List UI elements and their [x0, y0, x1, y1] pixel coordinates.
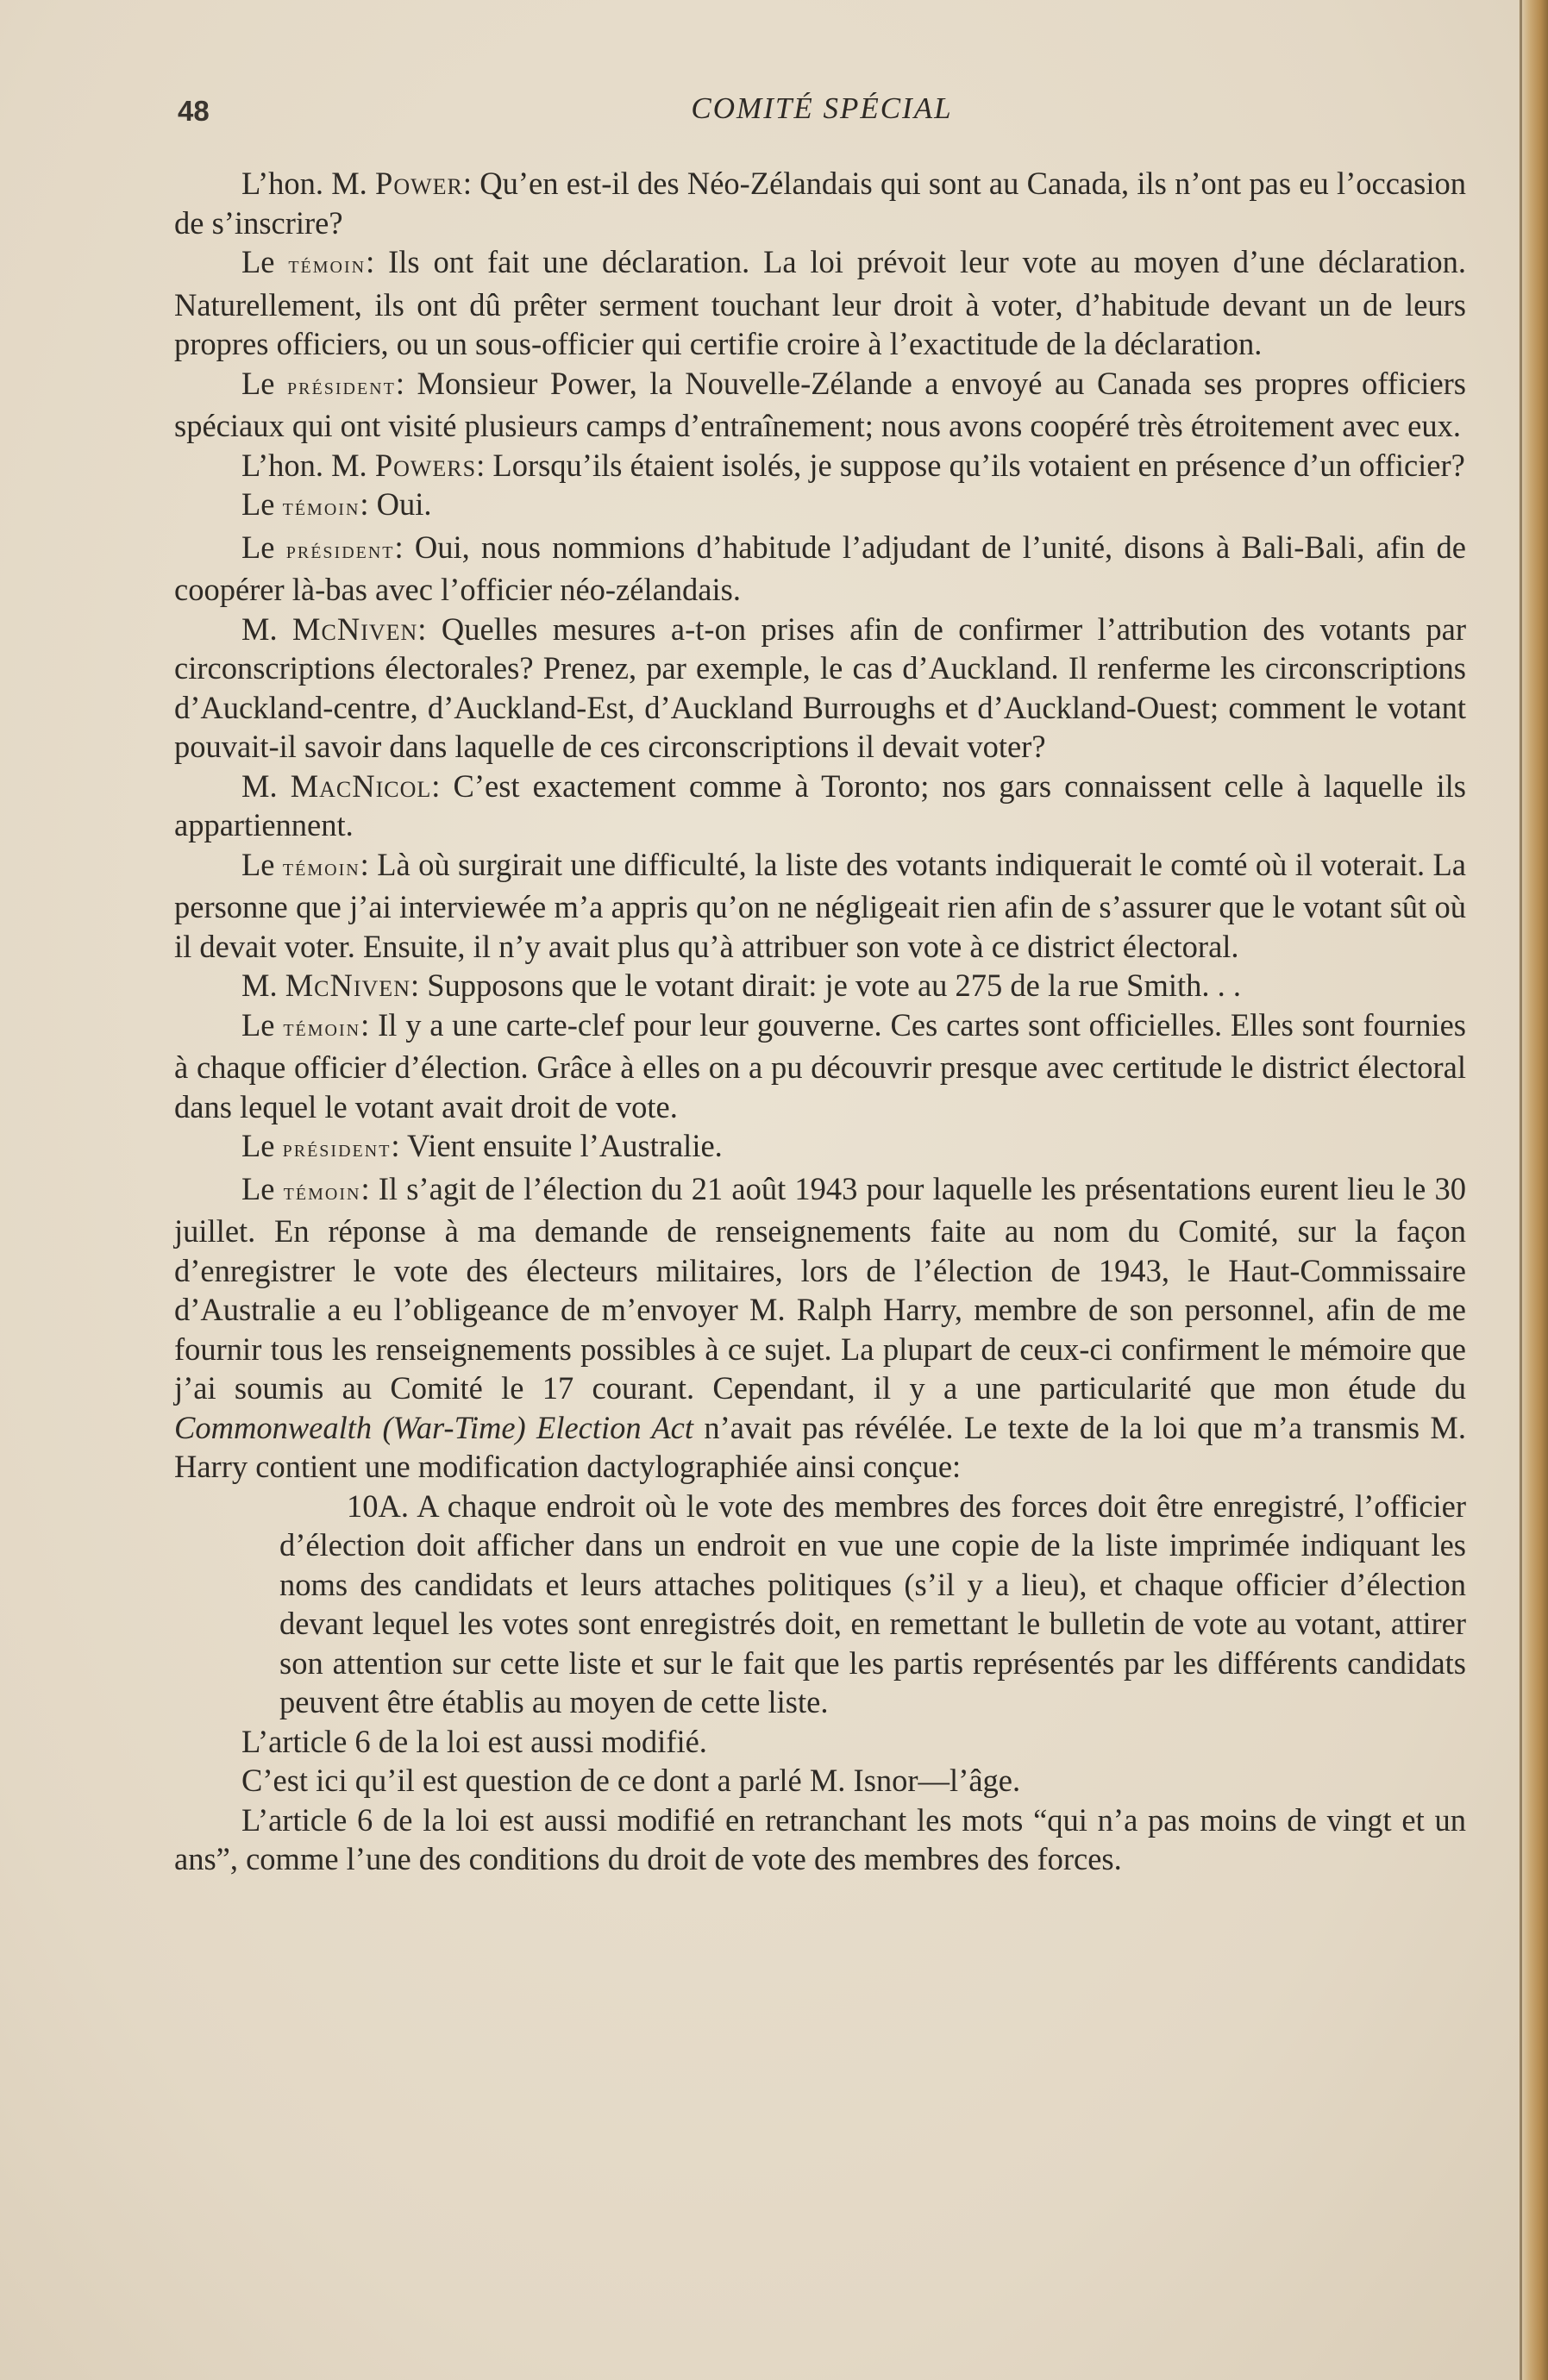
paragraph: [174, 1169, 1466, 1487]
paragraph-text: Il y a une carte-clef pour leur gouverne. Ces cartes sont officielles. Elles sont fournies à chaque officier d’élection. Grâce à elles on a pu découvrir presque avec certitude le district électoral dans lequel le votant avait droit de vote.: [174, 1006, 1466, 1124]
speaker-colon: :: [462, 166, 480, 201]
speaker-colon: :: [431, 767, 454, 804]
speaker-name: témoin: [288, 252, 367, 279]
speaker-name: président: [287, 373, 396, 400]
speaker-colon: :: [410, 968, 428, 1003]
page-edge-line: [1520, 0, 1522, 2380]
speaker-prefix: Le: [241, 244, 289, 279]
paragraph: [174, 1005, 1466, 1127]
speaker-prefix: M.: [241, 611, 293, 647]
speaker-colon: :: [417, 611, 442, 647]
speaker-prefix: Le: [241, 1170, 284, 1206]
speaker-prefix: Le: [241, 486, 283, 522]
paragraph: [174, 446, 1466, 485]
speaker-colon: :: [360, 486, 377, 522]
page-header: [178, 91, 1466, 133]
speaker-name: président: [285, 536, 395, 564]
speaker-colon: :: [476, 447, 493, 483]
speaker-name: témoin: [283, 1014, 361, 1042]
closing-paragraph: L’article 6 de la loi est aussi modifié en retranchant les mots “qui n’a pas moins de vingt et un ans”, comme l’une des conditions du droit de vote des membres des forces.: [174, 1801, 1466, 1876]
paragraph-text: Vient ensuite l’Australie.: [407, 1128, 723, 1163]
speaker-prefix: Le: [241, 365, 288, 401]
paragraph-text-after: n’avait pas révélée. Le texte de la loi que m’a transmis M. Harry contient une modification dactylographiée ainsi conçue:: [174, 1409, 1467, 1484]
closing-paragraph: C’est ici qu’il est question de ce dont a parlé M. Isnor—l’âge.: [241, 1763, 1021, 1798]
speaker-name: témoin: [282, 854, 360, 881]
speaker-name: Powers: [374, 447, 477, 483]
paragraph: [174, 1126, 1466, 1169]
speaker-name: McNiven: [292, 611, 418, 647]
paragraph-text: Ils ont fait une déclaration. La loi prévoit leur vote au moyen d’une déclaration. Naturellement, ils ont dû prêter serment touchant leur droit à voter, d’habitude devant un de leurs propres officiers, ou un sous-officier qui certifie croire à l’exactitude de la déclaration.: [174, 244, 1466, 361]
speaker-prefix: Le: [241, 1006, 284, 1043]
speaker-prefix: Le: [241, 529, 286, 565]
page-number: 48: [178, 95, 210, 127]
paragraph: [174, 485, 1466, 528]
paragraph-text: Lorsqu’ils étaient isolés, je suppose qu’ils votaient en présence d’un officier?: [492, 447, 1465, 483]
speaker-colon: :: [360, 846, 378, 882]
paragraph: [174, 966, 1466, 1005]
speaker-name: MacNicol: [290, 767, 432, 804]
speaker-prefix: L’hon. M.: [241, 166, 376, 201]
paragraph-text: Supposons que le votant dirait: je vote au 275 de la rue Smith. . .: [427, 968, 1242, 1003]
speaker-prefix: M.: [241, 968, 285, 1003]
speaker-name: Power: [375, 166, 463, 201]
paragraph-text: Il s’agit de l’élection du 21 août 1943 pour laquelle les présentations eurent lieu le 30 juillet. En réponse à ma demande de renseignements faite au nom du Comité, sur la façon d’enregistrer le vote des électeurs militaires, lors de l’élection de 1943, le Haut-Commissaire d’Australie a eu l’obligeance de m’envoyer M. Ralph Harry, membre de son personnel, afin de me fournir tous les renseignements possibles à ce sujet. La plupart de ceux-ci confirment le mémoire que j’ai soumis au Comité le 17 courant. Cependant, il y a une particularité que mon étude du: [174, 1170, 1466, 1406]
speaker-colon: :: [360, 1170, 379, 1206]
speaker-name: McNiven: [285, 968, 411, 1003]
paragraph-text: Là où surgirait une difficulté, la liste des votants indiquerait le comté où il voterait. La personne que j’ai interviewée m’a appris qu’on ne négligeait rien afin de s’assurer que le votant sût où il devait voter. Ensuite, il n’y avait plus qu’à attribuer son vote à ce district électoral.: [174, 846, 1466, 964]
paragraph-text: Oui, nous nommions d’habitude l’adjudant de l’unité, disons à Bali-Bali, afin de coopérer là-bas avec l’officier néo-zélandais.: [174, 529, 1466, 607]
paragraph-text: Quelles mesures a-t-on prises afin de confirmer l’attribution des votants par circonscriptions électorales? Prenez, par exemple, le cas d’Auckland. Il renferme les circonscriptions d’Auckland-centre, d’Auckland-Est, d’Auckland Burroughs et d’Auckland-Ouest; comment le votant pouvait-il savoir dans laquelle de ces circonscriptions il devait voter?: [174, 611, 1466, 764]
speaker-prefix: L’hon. M.: [241, 447, 375, 483]
speaker-prefix: M.: [241, 767, 291, 804]
quoted-amendment: 10A. A chaque endroit où le vote des membres des forces doit être enregistré, l’officier d’élection doit afficher dans un endroit en vue une copie de la liste imprimée indiquant les noms des candidats et leurs attaches politiques (s’il y a lieu), et chaque officier d’élection devant lequel les votes sont enregistrés doit, en remettant le bulletin de vote au votant, attirer son attention sur cette liste et sur le fait que les partis représentés par les différents candidats peuvent être établis au moyen de cette liste.: [279, 1488, 1466, 1719]
paragraph-text: Oui.: [376, 486, 432, 522]
speaker-prefix: Le: [241, 1128, 283, 1163]
speaker-colon: :: [360, 1006, 379, 1043]
paragraph-text: Qu’en est-il des Néo-Zélandais qui sont au Canada, ils n’ont pas eu l’occasion de s’inscrire?: [174, 166, 1466, 241]
speaker-colon: :: [394, 529, 415, 565]
paragraph: [174, 610, 1466, 767]
running-head: COMITÉ SPÉCIAL: [691, 91, 953, 125]
speaker-prefix: Le: [241, 846, 283, 882]
speaker-name: président: [282, 1136, 392, 1162]
paragraph-text: C’est exactement comme à Toronto; nos gars connaissent celle à laquelle ils appartiennent.: [174, 767, 1466, 842]
speaker-colon: :: [391, 1128, 408, 1163]
closing-paragraph: L’article 6 de la loi est aussi modifié.: [241, 1723, 707, 1759]
paragraph: [174, 845, 1466, 967]
paragraph: [174, 767, 1466, 845]
paragraph: [174, 528, 1466, 610]
act-title: Commonwealth (War-Time) Election Act: [174, 1409, 693, 1445]
body-text: [174, 164, 1466, 1879]
speaker-colon: :: [366, 244, 389, 279]
paragraph: [174, 364, 1466, 446]
speaker-name: témoin: [283, 1178, 361, 1206]
paragraph: [174, 164, 1466, 242]
paragraph: [174, 242, 1466, 364]
paragraph-text: Monsieur Power, la Nouvelle-Zélande a envoyé au Canada ses propres officiers spéciaux qui ont visité plusieurs camps d’entraînement; nous avons coopéré très étroitement avec eux.: [174, 365, 1466, 443]
speaker-name: témoin: [282, 494, 360, 521]
page-edge: [1519, 0, 1548, 2380]
speaker-colon: :: [395, 365, 417, 401]
